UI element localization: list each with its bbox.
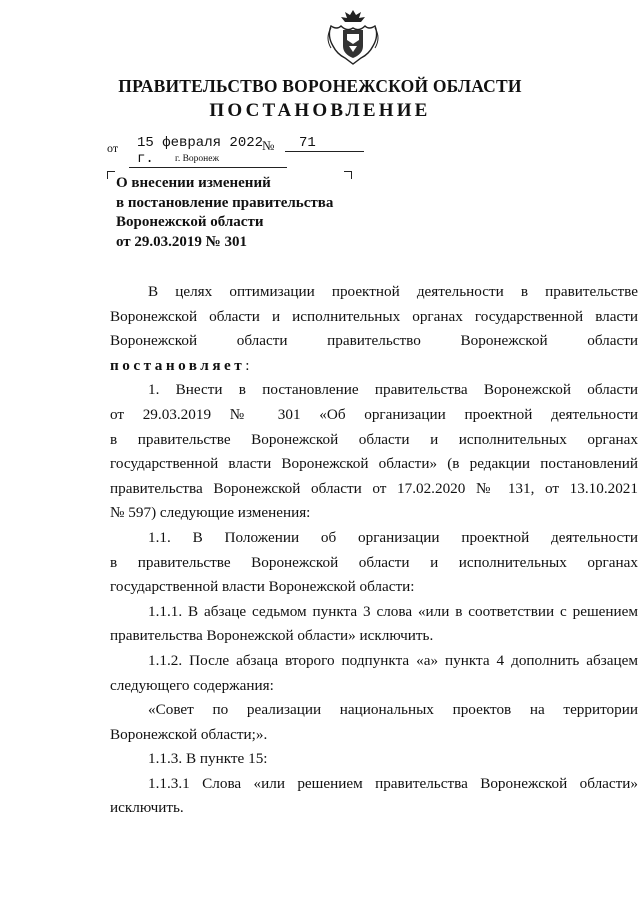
quote-line: «Совет по реализации национальных проектов на территории	[148, 701, 638, 719]
subject-line: Воронежской области	[116, 214, 264, 230]
intro-line: В целях оптимизации проектной деятельности в правительстве	[148, 283, 638, 300]
item-1-1-1-line: правительства Воронежской области» исключить.	[110, 627, 434, 645]
intro-line: Воронежской области и исполнительных органах государственной власти	[110, 307, 638, 325]
item-1-line: № 597) следующие изменения:	[110, 504, 311, 522]
quote-line: Воронежской области;».	[110, 725, 268, 743]
item-1-line: в правительстве Воронежской области и исполнительных органах	[110, 430, 638, 448]
item-1-line: 1. Внести в постановление правительства Воронежской области	[148, 381, 638, 399]
decree-line	[110, 354, 638, 379]
subject-corner-left	[107, 171, 115, 179]
document-city: г. Воронеж	[175, 154, 220, 164]
item-1-1-2-line: 1.1.2. После абзаца второго подпункта «а» пункта 4 дополнить абзацем	[148, 651, 638, 669]
document-date: 15 февраля 2022 г.	[129, 135, 287, 168]
item-1-1-line: 1.1. В Положении об организации проектной деятельности	[148, 528, 638, 546]
date-prefix: от	[107, 141, 119, 155]
coat-of-arms-emblem	[325, 8, 381, 66]
item-1-line: государственной власти Воронежской области» (в редакции постановлений	[110, 455, 638, 473]
item-1-1-line: в правительстве Воронежской области и исполнительных органах	[110, 553, 638, 571]
item-1-1-1-line: 1.1.1. В абзаце седьмом пункта 3 слова «или в соответствии с решением	[148, 602, 638, 620]
number-prefix: №	[262, 138, 275, 153]
item-1-1-3-1-line: 1.1.3.1 Слова «или решением правительства Воронежской области»	[148, 774, 638, 792]
item-1-line: правительства Воронежской области от 17.02.2020 № 131, от 13.10.2021	[110, 479, 638, 497]
item-1-1-3-line: 1.1.3. В пункте 15:	[148, 750, 268, 768]
organization-title: ПРАВИТЕЛЬСТВО ВОРОНЕЖСКОЙ ОБЛАСТИ	[118, 76, 522, 96]
item-1-1-2-line: следующего содержания:	[110, 676, 274, 694]
document-body	[110, 280, 638, 821]
item-1-1-3-1-line: исключить.	[110, 799, 184, 817]
document-number: 71	[285, 135, 364, 152]
intro-line: Воронежской области правительство Воронежской области	[110, 332, 638, 350]
document-type-title: ПОСТАНОВЛЕНИЕ	[209, 100, 431, 121]
subject-line: О внесении изменений	[116, 175, 271, 191]
document-meta	[107, 133, 367, 167]
subject-line: в постановление правительства	[116, 194, 334, 211]
decree-word: постановляет	[110, 356, 246, 374]
item-1-line: от 29.03.2019 № 301 «Об организации проектной деятельности	[110, 405, 638, 423]
decree-colon: :	[245, 356, 250, 374]
subject-line: от 29.03.2019 № 301	[116, 233, 247, 250]
item-1-1-line: государственной власти Воронежской области:	[110, 578, 415, 596]
document-subject	[116, 174, 366, 252]
